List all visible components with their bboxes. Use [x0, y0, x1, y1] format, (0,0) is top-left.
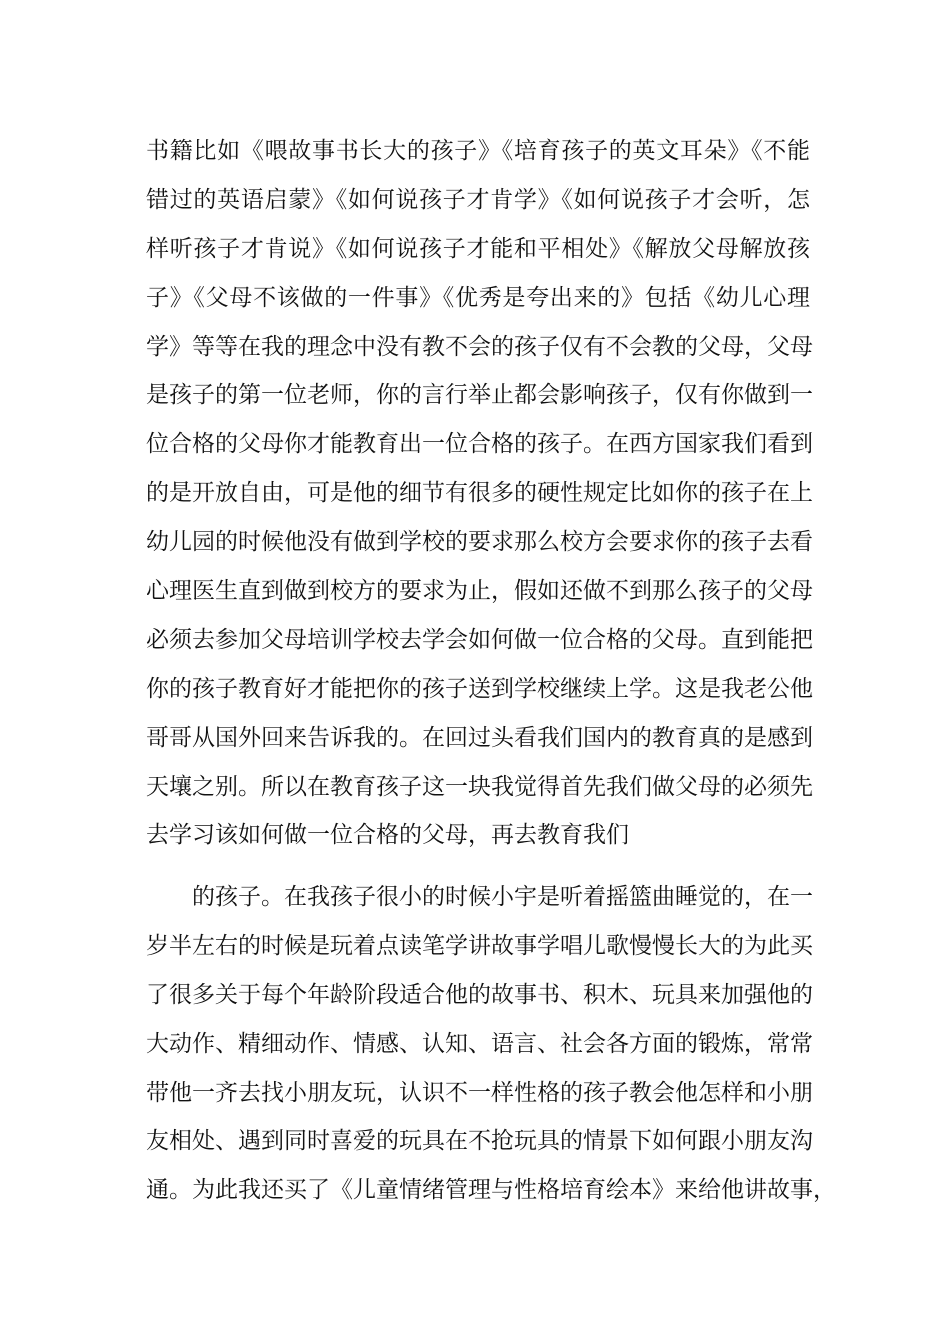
text-line: 必须去参加父母培训学校去学会如何做一位合格的父母。直到能把 — [146, 626, 813, 653]
text-line: 样听孩子才肯说》《如何说孩子才能和平相处》《解放父母解放孩 — [146, 235, 810, 262]
text-line: 幼儿园的时候他没有做到学校的要求那么校方会要求你的孩子去看 — [146, 529, 813, 556]
text-line: 通。为此我还买了《儿童情绪管理与性格培育绘本》来给他讲故事， — [146, 1177, 836, 1204]
text-line: 岁半左右的时候是玩着点读笔学讲故事学唱儿歌慢慢长大的为此买 — [146, 932, 813, 959]
text-line-indented: 的孩子。在我孩子很小的时候小宇是听着摇篮曲睡觉的，在一 — [192, 884, 813, 910]
text-line: 是孩子的第一位老师，你的言行举止都会影响孩子，仅有你做到一 — [146, 382, 813, 409]
text-line: 带他一齐去找小朋友玩，认识不一样性格的孩子教会他怎样和小朋 — [146, 1079, 813, 1106]
text-line: 哥哥从国外回来告诉我的。在回过头看我们国内的教育真的是感到 — [146, 724, 813, 751]
text-line: 大动作、精细动作、情感、认知、语言、社会各方面的锻炼，常常 — [146, 1030, 813, 1057]
text-line: 错过的英语启蒙》《如何说孩子才肯学》《如何说孩子才会听，怎 — [146, 186, 810, 213]
text-line: 位合格的父母你才能教育出一位合格的孩子。在西方国家我们看到 — [146, 431, 813, 458]
text-line: 学》等等在我的理念中没有教不会的孩子仅有不会教的父母，父母 — [146, 333, 813, 360]
text-line: 天壤之别。所以在教育孩子这一块我觉得首先我们做父母的必须先 — [146, 773, 813, 800]
text-line: 心理医生直到做到校方的要求为止，假如还做不到那么孩子的父母 — [146, 578, 813, 605]
text-line-last: 去学习该如何做一位合格的父母，再去教育我们 — [146, 822, 629, 849]
text-line: 你的孩子教育好才能把你的孩子送到学校继续上学。这是我老公他 — [146, 675, 813, 702]
text-line: 子》《父母不该做的一件事》《优秀是夸出来的》包括《幼儿心理 — [146, 284, 810, 311]
text-line: 书籍比如《喂故事书长大的孩子》《培育孩子的英文耳朵》《不能 — [146, 138, 810, 164]
text-line: 了很多关于每个年龄阶段适合他的故事书、积木、玩具来加强他的 — [146, 981, 813, 1008]
text-line: 的是开放自由，可是他的细节有很多的硬性规定比如你的孩子在上 — [146, 480, 813, 507]
paragraph-2 — [146, 873, 836, 1215]
text-line: 友相处、遇到同时喜爱的玩具在不抢玩具的情景下如何跟小朋友沟 — [146, 1128, 813, 1155]
paragraph-1 — [146, 127, 813, 860]
